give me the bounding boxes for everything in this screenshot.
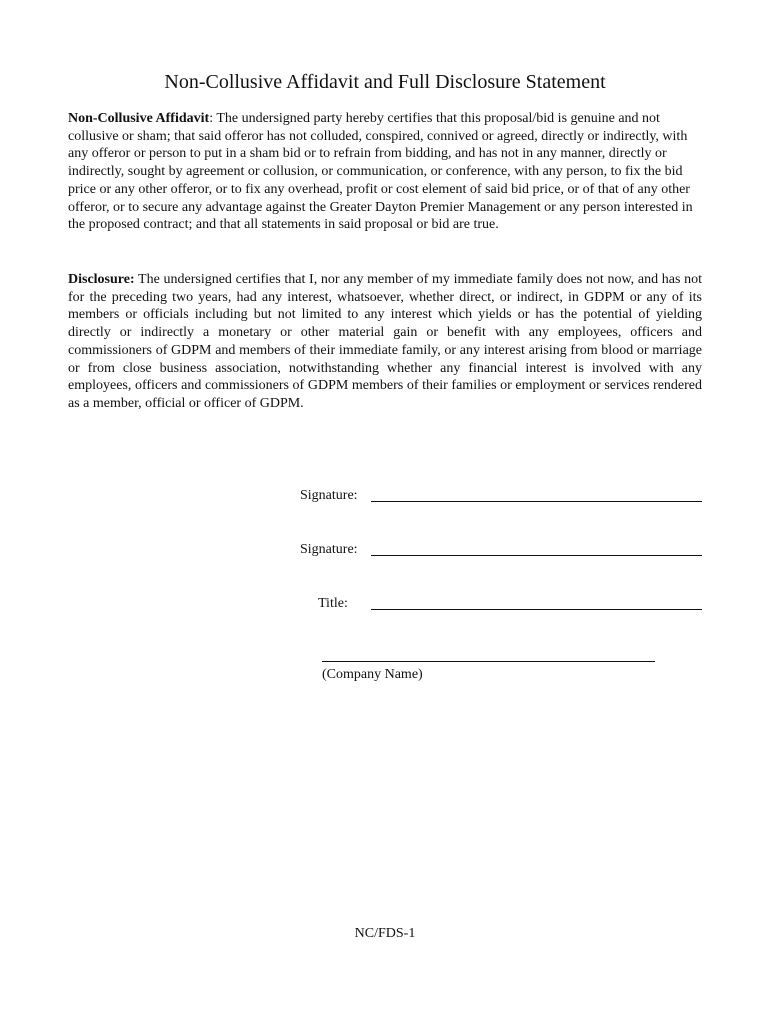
- affidavit-heading: Non-Collusive Affidavit: [68, 111, 210, 126]
- signature-1-line[interactable]: [371, 501, 702, 502]
- disclosure-text: The undersigned certifies that I, nor any member of my immediate family does not now, and has not for the preceding two years, had any interest, whatsoever, whether direct, or indirect, in GDPM or any of its members or officials including but not limited to any interest which yields or has the potential of yielding directly or indirectly a monetary or other material gain or benefit with any employees, officers and commissioners of GDPM and members of their immediate family, or any interest arising from blood or marriage or from close business association, notwithstanding whether any financial interest is involved with any employees, officers and commissioners of GDPM members of their families or employment or services rendered as a member, official or officer of GDPM.: [68, 272, 702, 411]
- signature-1-label: Signature:: [300, 488, 358, 503]
- affidavit-text: The undersigned party hereby certifies that this proposal/bid is genuine and not collusive or sham; that said offeror has not colluded, conspired, connived or agreed, directly or indirectly, with any offeror or person to put in a sham bid or to refrain from bidding, and has not in any manner, directly or indirectly, sought by agreement or collusion, or communication, or conference, with any person, to fix the bid price or any other offeror, or to fix any overhead, profit or cost element of said bid price, or of that of any other offeror, or to secure any advantage against the Greater Dayton Premier Management or any person interested in the proposed contract; and that all statements in said proposal or bid are true.: [68, 111, 693, 233]
- company-name-label: (Company Name): [322, 667, 423, 682]
- disclosure-heading: Disclosure:: [68, 272, 135, 287]
- affidavit-separator: :: [209, 111, 217, 126]
- company-name-line[interactable]: [322, 661, 655, 662]
- signature-2-label: Signature:: [300, 542, 358, 557]
- page-footer: NC/FDS-1: [354, 926, 416, 941]
- document-title: Non-Collusive Affidavit and Full Disclosure Statement: [164, 71, 606, 93]
- signature-2-line[interactable]: [371, 555, 702, 556]
- title-label: Title:: [318, 596, 348, 611]
- title-line[interactable]: [371, 609, 702, 610]
